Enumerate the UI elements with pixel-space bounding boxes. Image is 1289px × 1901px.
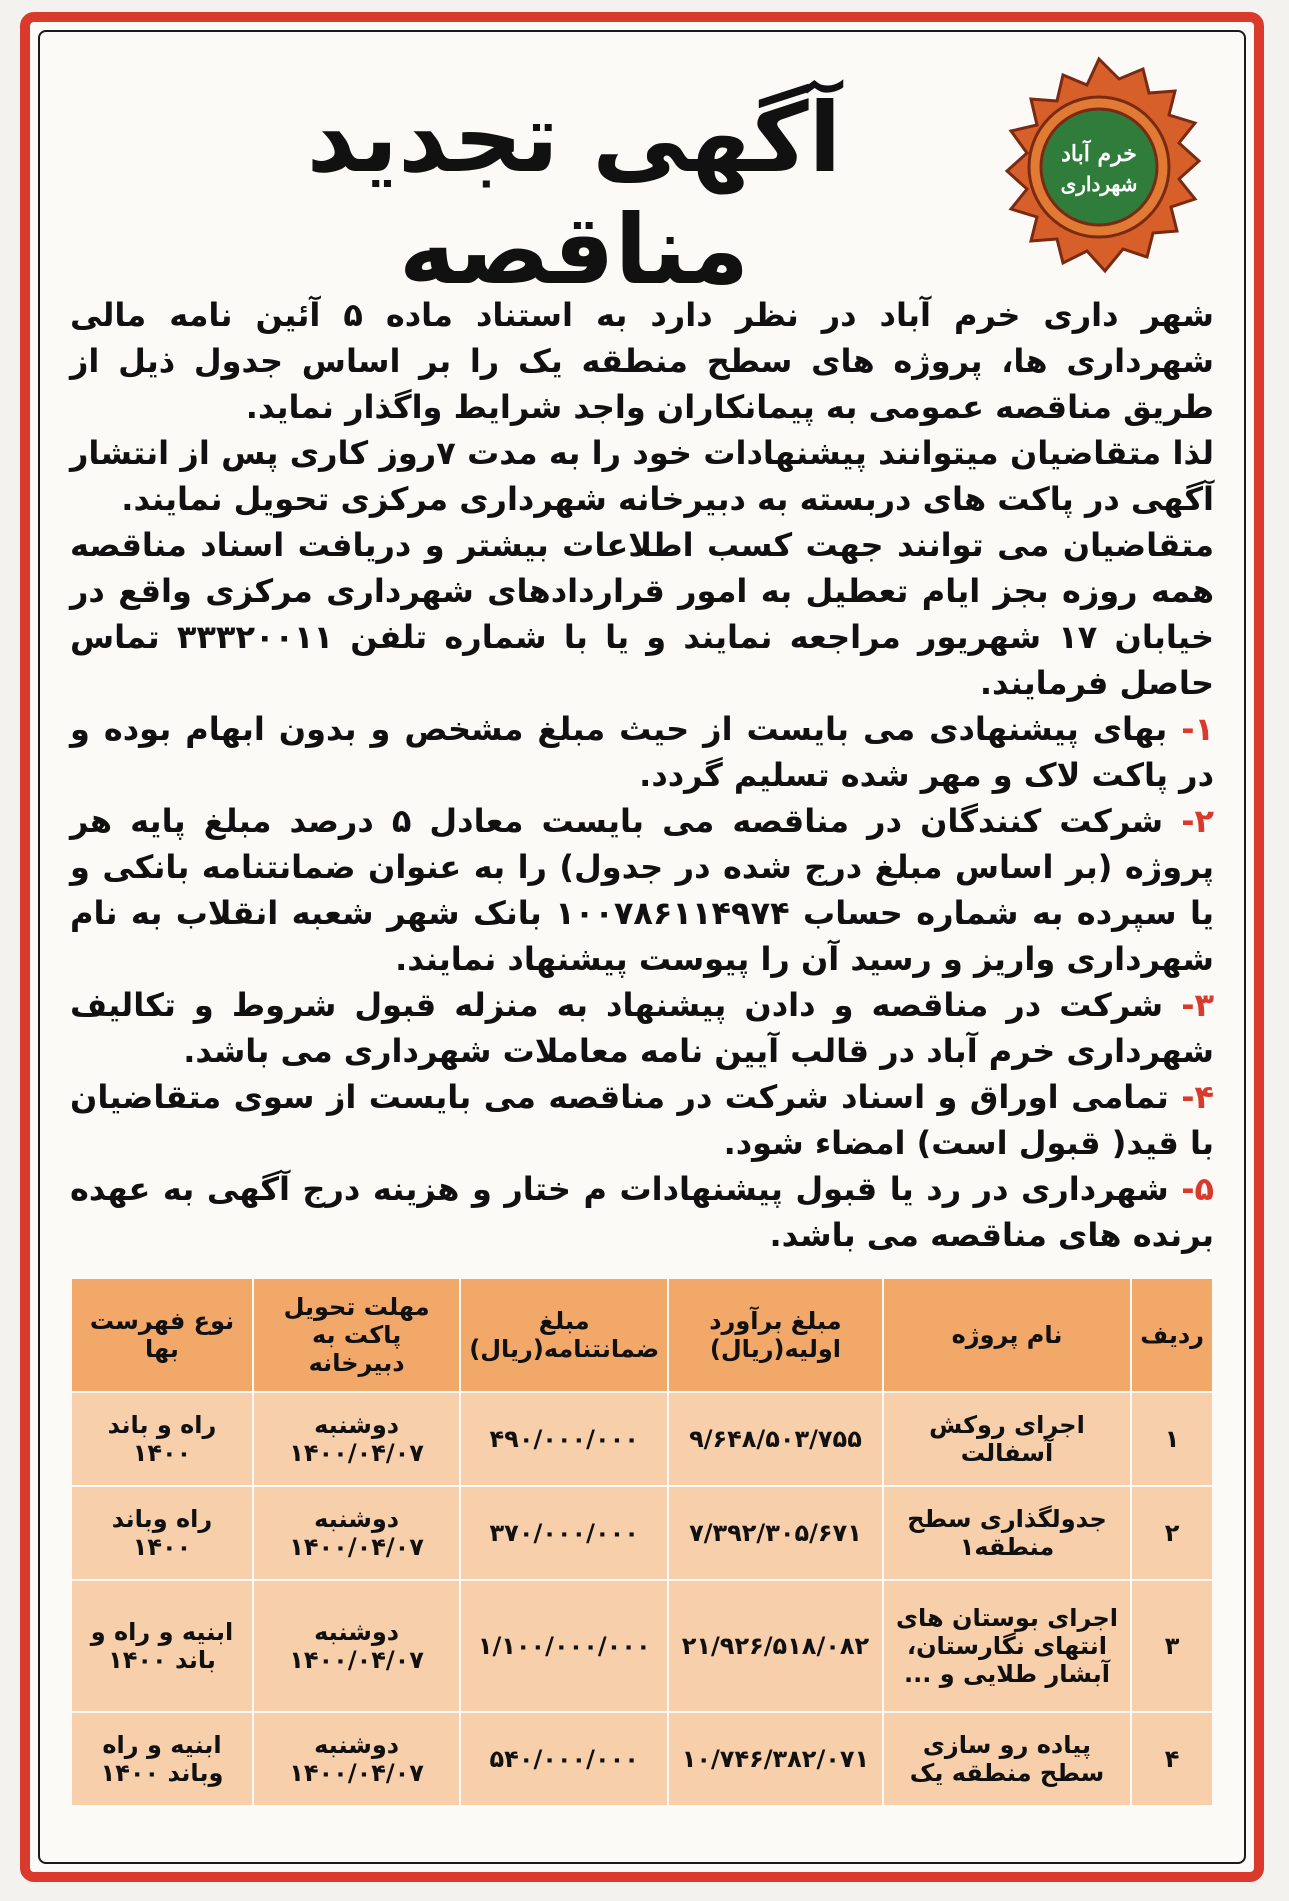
table-row	[71, 1392, 1213, 1486]
header-bond: مبلغ ضمانتنامه(ریال)	[460, 1278, 668, 1392]
cell-name: پیاده رو سازی سطح منطقه یک	[883, 1712, 1132, 1806]
condition-number: ۴-	[1181, 1078, 1215, 1116]
cell-estimate: ۲۱/۹۲۶/۵۱۸/۰۸۲	[668, 1580, 883, 1712]
municipality-logo	[984, 52, 1214, 282]
cell-estimate: ۷/۳۹۲/۳۰۵/۶۷۱	[668, 1486, 883, 1580]
condition-1	[70, 706, 1214, 798]
condition-text: تمامی اوراق و اسناد شرکت در مناقصه می بایست از سوی متقاضیان با قید( قبول است) امضاء شود.	[70, 1078, 1214, 1162]
table-row	[71, 1486, 1213, 1580]
contact-paragraph: متقاضیان می توانند جهت کسب اطلاعات بیشتر و دریافت اسناد مناقصه همه روزه بجز ایام تعطیل به امور قراردادهای شهرداری مرکزی واقع در خیابان ۱۷ شهریور مراجعه نمایند و یا با شماره تلفن ۳۳۳۲۰۰۱۱ تماس حاصل فرمایند.	[70, 526, 1215, 702]
cell-deadline: دوشنبه ۱۴۰۰/۰۴/۰۷	[253, 1392, 460, 1486]
cell-type: ابنیه و راه وباند ۱۴۰۰	[71, 1712, 253, 1806]
table-row	[71, 1580, 1213, 1712]
notice-header	[60, 52, 1224, 306]
condition-number: ۵-	[1181, 1170, 1215, 1208]
cell-id: ۳	[1131, 1580, 1213, 1712]
projects-table-container	[70, 1277, 1214, 1807]
cell-deadline: دوشنبه ۱۴۰۰/۰۴/۰۷	[253, 1580, 460, 1712]
cell-bond: ۴۹۰/۰۰۰/۰۰۰	[460, 1392, 668, 1486]
header-name: نام پروژه	[883, 1278, 1132, 1392]
cell-estimate: ۹/۶۴۸/۵۰۳/۷۵۵	[668, 1392, 883, 1486]
condition-number: ۱-	[1181, 710, 1215, 748]
cell-bond: ۳۷۰/۰۰۰/۰۰۰	[460, 1486, 668, 1580]
submission-paragraph: لذا متقاضیان میتوانند پیشنهادات خود را به مدت ۷روز کاری پس از انتشار آگهی در پاکت های دربسته به دبیرخانه شهرداری مرکزی تحویل نمایند.	[70, 434, 1215, 518]
condition-4	[70, 1074, 1214, 1166]
condition-5	[70, 1166, 1214, 1258]
cell-deadline: دوشنبه ۱۴۰۰/۰۴/۰۷	[253, 1712, 460, 1806]
cell-estimate: ۱۰/۷۴۶/۳۸۲/۰۷۱	[668, 1712, 883, 1806]
cell-type: راه و باند ۱۴۰۰	[71, 1392, 253, 1486]
cell-id: ۲	[1131, 1486, 1213, 1580]
notice-frame	[20, 12, 1264, 1882]
projects-table	[70, 1277, 1214, 1807]
logo-text-bottom: شهرداری	[1060, 172, 1138, 196]
cell-name: اجرای بوستان های انتهای نگارستان، آبشار طلایی و ...	[883, 1580, 1132, 1712]
condition-text: شرکت در مناقصه و دادن پیشنهاد به منزله قبول شروط و تکالیف شهرداری خرم آباد در قالب آیین نامه معاملات شهرداری می باشد.	[70, 986, 1214, 1070]
condition-text: شهرداری در رد یا قبول پیشنهادات م ختار و هزینه درج آگهی به عهده برنده های مناقصه می باشد.	[70, 1170, 1214, 1254]
condition-3	[70, 982, 1214, 1074]
cell-name: جدولگذاری سطح منطقه۱	[883, 1486, 1132, 1580]
header-id: ردیف	[1131, 1278, 1213, 1392]
condition-text: شرکت کنندگان در مناقصه می بایست معادل ۵ درصد مبلغ پایه هر پروژه (بر اساس مبلغ درج شده در جدول) را به عنوان ضمانتنامه بانکی و یا سپرده به شماره حساب ۱۰۰۷۸۶۱۱۴۹۷۴ بانک شهر شعبه انقلاب به نام شهرداری واریز و رسید آن را پیوست پیشنهاد نمایند.	[70, 802, 1215, 978]
table-header-row	[71, 1278, 1213, 1392]
cell-bond: ۵۴۰/۰۰۰/۰۰۰	[460, 1712, 668, 1806]
cell-id: ۱	[1131, 1392, 1213, 1486]
header-type: نوع فهرست بها	[71, 1278, 253, 1392]
condition-number: ۲-	[1181, 802, 1215, 840]
header-deadline: مهلت تحویل پاکت به دبیرخانه	[253, 1278, 460, 1392]
condition-number: ۳-	[1181, 986, 1215, 1024]
logo-text-top: خرم آباد	[1061, 141, 1137, 167]
header-estimate: مبلغ برآورد اولیه(ریال)	[668, 1278, 883, 1392]
cell-name: اجرای روکش آسفالت	[883, 1392, 1132, 1486]
intro-paragraph: شهر داری خرم آباد در نظر دارد به استناد ماده ۵ آئین نامه مالی شهرداری ها، پروژه های سطح منطقه یک را بر اساس جدول ذیل از طریق مناقصه عمومی به پیمانکاران واجد شرایط واگذار نماید.	[70, 296, 1215, 426]
cell-type: راه وباند ۱۴۰۰	[71, 1486, 253, 1580]
condition-text: بهای پیشنهادی می بایست از حیث مبلغ مشخص و بدون ابهام بوده و در پاکت لاک و مهر شده تسلیم گردد.	[70, 710, 1214, 794]
cell-bond: ۱/۱۰۰/۰۰۰/۰۰۰	[460, 1580, 668, 1712]
notice-title: آگهی تجدید مناقصه	[306, 82, 842, 306]
table-row	[71, 1712, 1213, 1806]
cell-deadline: دوشنبه ۱۴۰۰/۰۴/۰۷	[253, 1486, 460, 1580]
cell-id: ۴	[1131, 1712, 1213, 1806]
condition-2	[70, 798, 1214, 982]
notice-body	[70, 292, 1214, 1258]
cell-type: ابنیه و راه و باند ۱۴۰۰	[71, 1580, 253, 1712]
